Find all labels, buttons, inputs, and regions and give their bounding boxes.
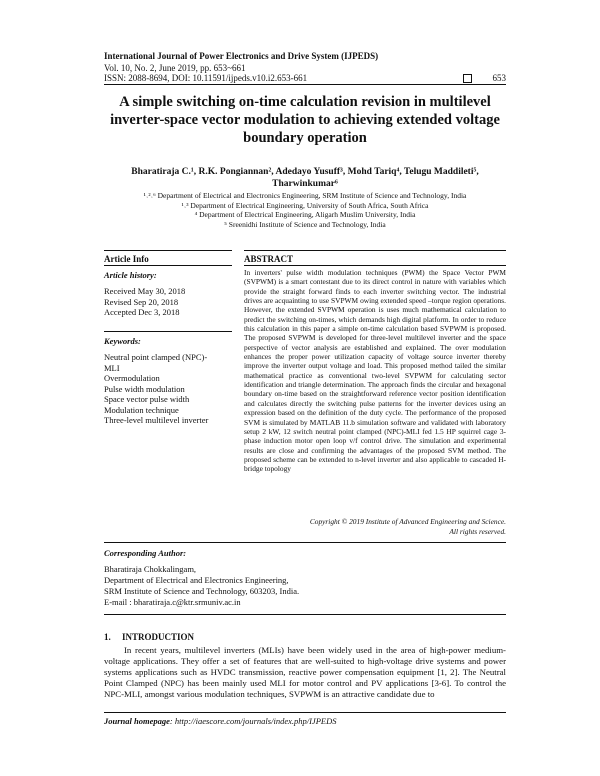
abstract-text: In inverters' pulse width modulation techniques (PWM) the Space Vector PWM (SVPWM) is a smart contestant due to its direct control in nature with variables which provide the straight forward finds to each inverter switching vector. The industrial drives are acquainting to use SVPWM owing extended speed –torque region operations. However, the extended SVPWM operation is uses much mathematical calculation to predict the switching on-times, which demands high digital platform. In order to reduce this calculation in this paper a simple on-time calculation based SVPWM is proposed. The proposed SVPWM is developed for three-level multilevel inverter and the space perspective of vector analysis are established and explained. The over modulation enhances the proper power utilization capacity of voltage source inverter thereby improve the inverter output voltage and load. This proposed method tailed the similar mathematical practice as conventional two-level SVPWM for calculating sector identification and triangle determination. The approach finds the circular and hexagonal boundary on-time based on the straightforward reference vector position identification and calculates directly the switching pulse patterns for the inverter devices using an expression based on the definition of the duty cycle. The performance of the proposed SVM is simulated by MATLAB 11.b simulation software and validated with laboratory setup 2 kW, 12 switch neutral point clamped (NPC)-MLI fed 1.5 HP squirrel cage 3-phase induction motor open loop v/f control drive. The simulation and experimental results are close and confirming the advantages of the proposed SVM method. The proposed scheme can be extended to n-level inverter and also applicable to cascaded H-bridge topology bbox=[244, 268, 506, 474]
issn-doi-line bbox=[104, 73, 506, 83]
page-number: 653 bbox=[492, 73, 506, 83]
copyright-line-1: Copyright © 2019 Institute of Advanced Engineering and Science. bbox=[309, 517, 506, 526]
article-info-rule bbox=[104, 265, 232, 266]
authors-line-1: Bharatiraja C.¹, R.K. Pongiannan², Adedayo Yusuff³, Mohd Tariq⁴, Telugu Maddileti⁵, bbox=[131, 167, 479, 177]
journal-name: International Journal of Power Electronics and Drive System (IJPEDS) bbox=[104, 51, 379, 61]
corresponding-line: Department of Electrical and Electronics Engineering, bbox=[104, 575, 289, 585]
keyword: Overmodulation bbox=[104, 373, 160, 383]
affiliation: ¹˒³ Department of Electrical Engineering, University of South Africa, South Africa bbox=[181, 200, 429, 210]
affiliation: ⁵ Sreenidhi Institute of Science and Technology, India bbox=[224, 219, 386, 229]
footer-divider bbox=[104, 712, 506, 713]
corresponding-details bbox=[104, 564, 404, 608]
footer bbox=[104, 716, 336, 726]
keyword: Pulse width modulation bbox=[104, 383, 185, 394]
keywords-label: Keywords: bbox=[104, 336, 141, 346]
article-info-top-rule bbox=[104, 250, 232, 251]
affiliation: ¹˒²˒⁶ Department of Electrical and Electronics Engineering, SRM Institute of Science and Technology, India bbox=[143, 191, 467, 200]
copyright bbox=[244, 517, 506, 536]
corresponding-line: SRM Institute of Science and Technology, 603203, India. bbox=[104, 586, 300, 596]
article-info-heading: Article Info bbox=[104, 254, 149, 264]
abstract-top-rule bbox=[244, 250, 506, 251]
corresponding-divider bbox=[104, 614, 506, 615]
square-icon bbox=[463, 74, 472, 83]
paper-title: A simple switching on-time calculation revision in multilevel inverter-space vector modulation to achieving extended voltage boundary operation bbox=[110, 94, 500, 146]
keywords-rule bbox=[104, 331, 232, 332]
footer-label: Journal homepage bbox=[104, 716, 170, 726]
corresponding-line: Bharatiraja Chokkalingam, bbox=[104, 564, 197, 574]
volume-info: Vol. 10, No. 2, June 2019, pp. 653~661 bbox=[104, 63, 246, 73]
copyright-line-2: All rights reserved. bbox=[449, 526, 506, 536]
issn-doi: ISSN: 2088-8694, DOI: 10.11591/ijpeds.v10.i2.653-661 bbox=[104, 73, 308, 83]
introduction-body bbox=[104, 645, 506, 700]
journal-homepage-link[interactable]: : http://iaescore.com/journals/index.php/IJPEDS bbox=[169, 716, 337, 726]
history-item: Received May 30, 2018 bbox=[104, 286, 186, 296]
abstract-heading: ABSTRACT bbox=[244, 254, 294, 264]
section-divider bbox=[104, 542, 506, 543]
corresponding-label: Corresponding Author: bbox=[104, 548, 187, 558]
history-item: Revised Sep 20, 2018 bbox=[104, 296, 179, 307]
introduction-heading: 1. INTRODUCTION bbox=[104, 632, 195, 642]
affiliations bbox=[104, 191, 506, 229]
abstract-rule bbox=[244, 265, 506, 266]
history-item: Accepted Dec 3, 2018 bbox=[104, 307, 180, 317]
header-divider bbox=[104, 84, 506, 85]
keyword: Three-level multilevel inverter bbox=[104, 415, 209, 425]
keyword: Space vector pulse width bbox=[104, 394, 190, 404]
introduction-paragraph: In recent years, multilevel inverters (MLIs) have been widely used in the area of high-power medium-voltage applications. They offer a set of features that are well-suited to high-voltage drive systems and power systems applications such as HVDC transmission, reactive power compensation equipment [1, 2]. The Neutral Point Clamped (NPC) has been mainly used MLI for motor control and PV applications [3-6]. To control the NPC-MLI, amongst various modulation techniques, SVPWM is an attractive candidate due to bbox=[104, 645, 506, 699]
keyword: MLI bbox=[104, 362, 120, 373]
affiliation: ⁴ Department of Electrical Engineering, Aligarh Muslim University, India bbox=[194, 210, 416, 219]
authors bbox=[104, 166, 506, 190]
corresponding-email[interactable]: E-mail : bharatiraja.c@ktr.srmuniv.ac.in bbox=[104, 597, 241, 607]
keywords-list bbox=[104, 352, 232, 426]
authors-line-2: Tharwinkumar⁶ bbox=[272, 179, 338, 189]
article-history bbox=[104, 286, 232, 318]
history-label: Article history: bbox=[104, 270, 157, 280]
keyword: Modulation technique bbox=[104, 404, 179, 415]
keyword: Neutral point clamped (NPC)- bbox=[104, 352, 208, 362]
